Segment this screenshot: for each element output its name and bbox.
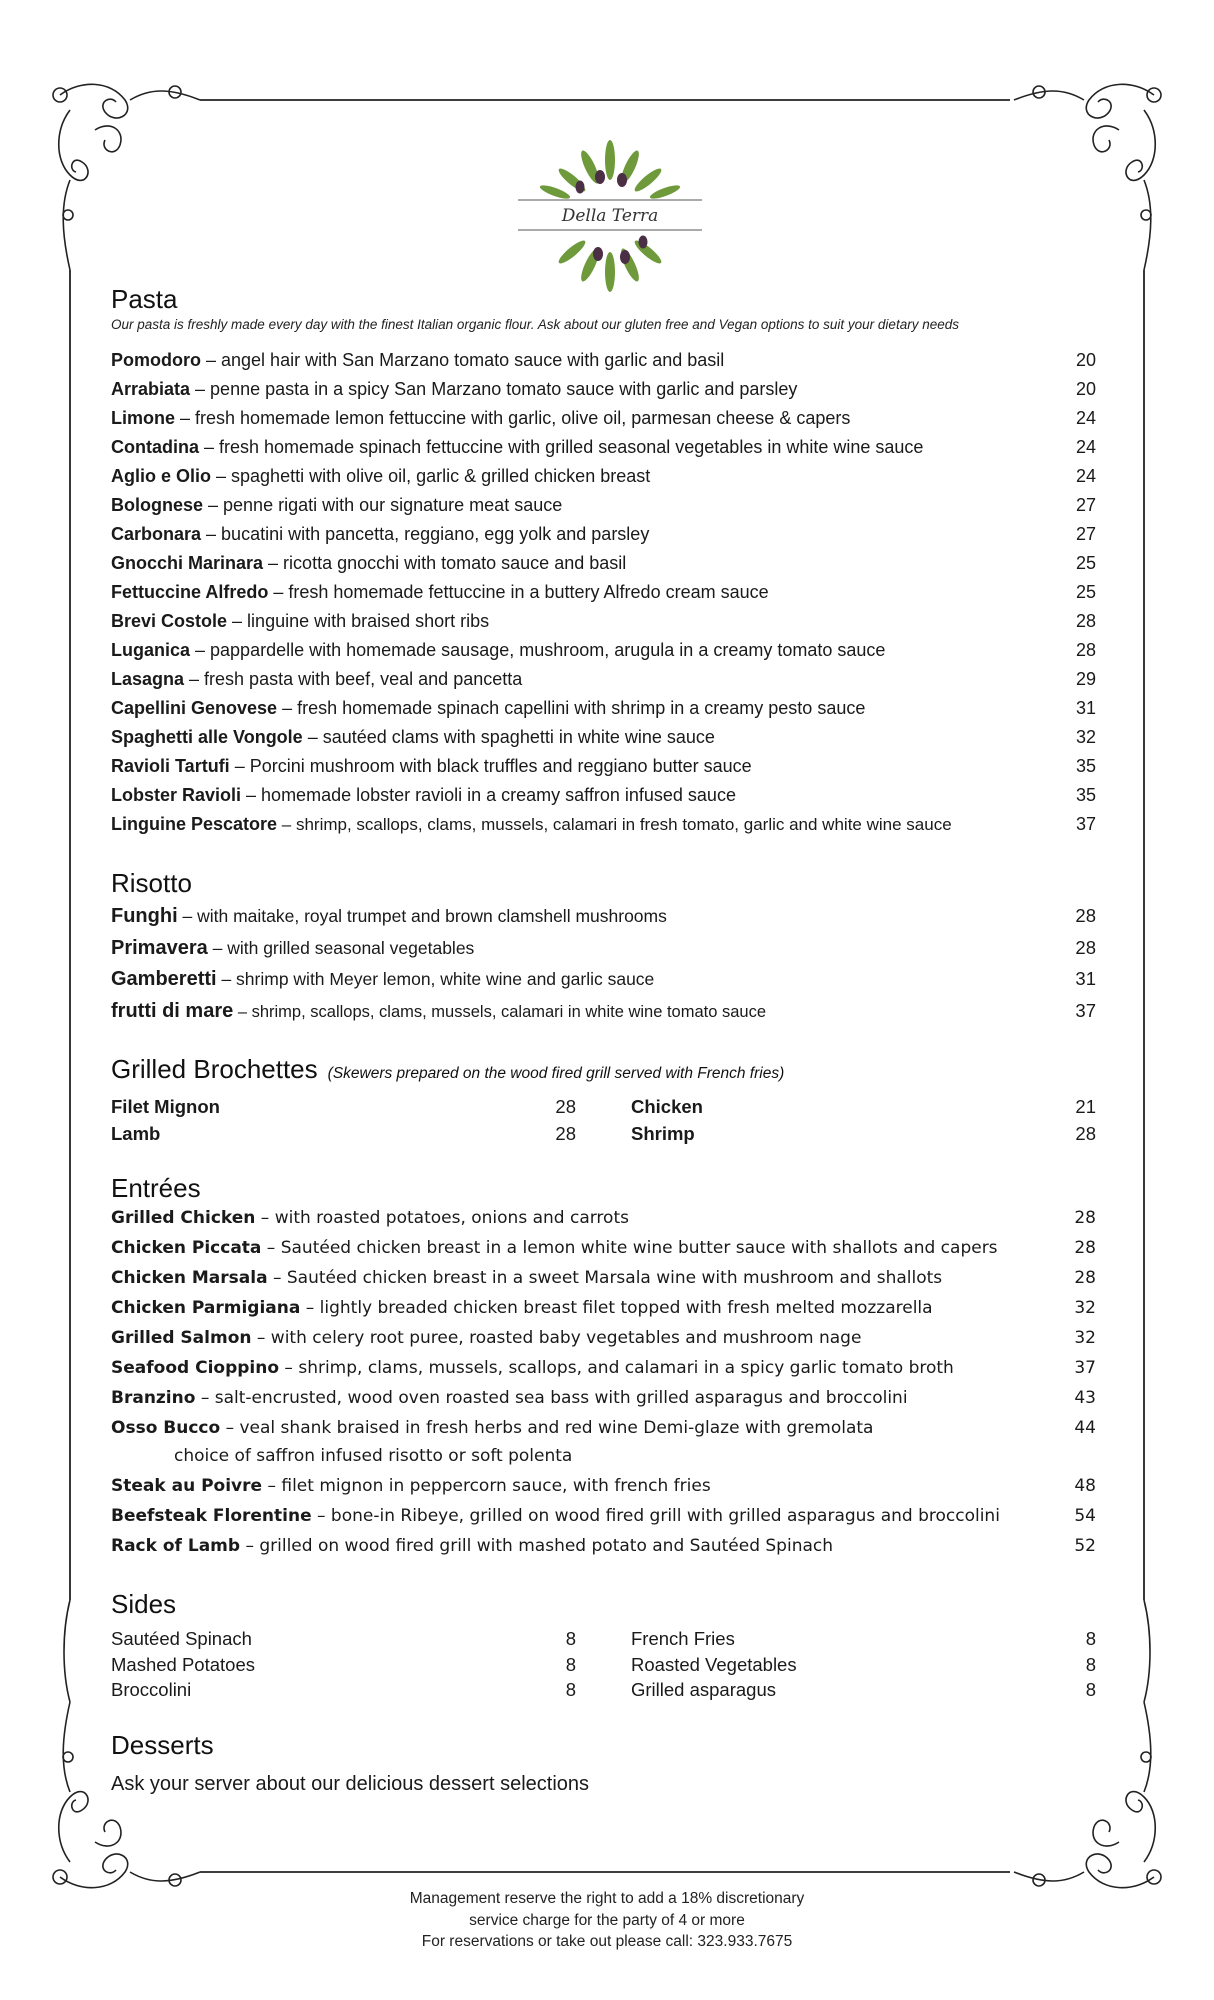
item-name: Limone (111, 408, 176, 428)
item-name: Chicken Piccata (111, 1238, 262, 1258)
menu-item (111, 379, 1096, 408)
entrees-title: Entrées (111, 1173, 201, 1203)
sides-left-column (111, 1628, 576, 1705)
item-name: French Fries (631, 1628, 735, 1649)
item-desc: – penne rigati with our signature meat sauce (203, 495, 563, 515)
item-name: Seafood Cioppino (111, 1358, 280, 1378)
item-name: Shrimp (631, 1123, 695, 1144)
item-name: Lasagna (111, 669, 185, 689)
item-name: Primavera (111, 936, 208, 959)
entrees-list (111, 1208, 1096, 1566)
item-desc: – linguine with braised short ribs (227, 611, 490, 631)
brochettes-title: Grilled Brochettes (111, 1054, 318, 1084)
item-name: Grilled Chicken (111, 1208, 256, 1228)
menu-item (111, 756, 1096, 785)
item-price: 27 (1075, 495, 1096, 515)
item-desc: – bone-in Ribeye, grilled on wood fired grill with grilled asparagus and broccolini (311, 1506, 1000, 1526)
item-price: 37 (1075, 999, 1096, 1021)
brochettes-section (111, 1053, 1096, 1150)
pasta-title: Pasta (111, 284, 178, 314)
item-price: 43 (1074, 1388, 1096, 1408)
item-name: Grilled Salmon (111, 1328, 252, 1348)
item-desc: – homemade lobster ravioli in a creamy saffron infused sauce (241, 785, 736, 805)
brochettes-header (111, 1053, 1096, 1090)
corner-ornament-top-left (53, 84, 200, 270)
sides-title: Sides (111, 1589, 177, 1619)
item-price: 32 (1075, 727, 1096, 747)
item-desc: – with roasted potatoes, onions and carrots (255, 1208, 629, 1228)
brochettes-right-column (631, 1096, 1096, 1150)
item-price: 28 (1075, 905, 1096, 926)
item-price: 31 (1075, 698, 1096, 718)
menu-item (111, 582, 1096, 611)
menu-item (631, 1679, 1096, 1705)
item-name: Chicken Parmigiana (111, 1298, 301, 1318)
item-price: 37 (1075, 814, 1096, 834)
item-name: Fettuccine Alfredo (111, 582, 269, 602)
risotto-list (111, 905, 1096, 1031)
brochettes-left-column (111, 1096, 576, 1150)
menu-item (111, 553, 1096, 582)
item-price: 25 (1075, 553, 1096, 573)
item-desc: – angel hair with San Marzano tomato sauce with garlic and basil (201, 350, 725, 370)
item-price: 28 (1075, 936, 1096, 958)
menu-item (631, 1628, 1096, 1654)
item-desc: – salt-encrusted, wood oven roasted sea bass with grilled asparagus and broccolini (195, 1388, 908, 1408)
item-price: 31 (1075, 968, 1096, 989)
menu-item (111, 495, 1096, 524)
menu-item (111, 1476, 1096, 1506)
item-price: 27 (1075, 524, 1096, 544)
item-desc: – with maitake, royal trumpet and brown clamshell mushrooms (177, 906, 667, 926)
item-price: 20 (1075, 379, 1096, 399)
pasta-list (111, 350, 1096, 843)
item-price: 28 (1075, 611, 1096, 631)
footer-note (0, 1888, 1214, 1953)
menu-item (111, 437, 1096, 466)
item-name: Chicken Marsala (111, 1268, 268, 1288)
item-price: 28 (1074, 1238, 1096, 1258)
item-desc: – Porcini mushroom with black truffles and reggiano butter sauce (229, 756, 752, 776)
item-price: 28 (1074, 1268, 1096, 1288)
item-name: Funghi (111, 905, 178, 927)
item-desc-continued: choice of saffron infused risotto or soft polenta (174, 1446, 573, 1466)
menu-item (111, 1096, 576, 1123)
item-name: Branzino (111, 1388, 196, 1408)
menu-item (631, 1123, 1096, 1150)
item-name: Grilled asparagus (631, 1679, 776, 1700)
menu-item (111, 350, 1096, 379)
menu-item (111, 814, 1096, 843)
item-desc: – fresh pasta with beef, veal and pancetta (184, 669, 523, 689)
item-desc: – fresh homemade fettuccine in a buttery Alfredo cream sauce (268, 582, 769, 602)
item-price: 48 (1074, 1476, 1096, 1496)
item-name: Aglio e Olio (111, 466, 212, 486)
item-name: Osso Bucco (111, 1418, 221, 1438)
item-name: Ravioli Tartufi (111, 756, 230, 776)
menu-item (111, 1238, 1096, 1268)
pasta-note: Our pasta is freshly made every day with the finest Italian organic flour. Ask about our gluten free and Vegan options to suit your dietary needs (111, 317, 959, 332)
menu-item (111, 524, 1096, 553)
menu-item (111, 785, 1096, 814)
item-name: Pomodoro (111, 350, 201, 370)
item-name: Steak au Poivre (111, 1476, 263, 1496)
entrees-section (111, 1172, 1096, 1566)
sides-right-column (631, 1628, 1096, 1705)
item-desc: – Sautéed chicken breast in a lemon white wine butter sauce with shallots and capers (261, 1238, 998, 1258)
item-price: 24 (1075, 466, 1096, 486)
item-name: Linguine Pescatore (111, 814, 278, 834)
brochettes-list (111, 1096, 1096, 1150)
item-desc: – shrimp, scallops, clams, mussels, calamari in fresh tomato, garlic and white wine sauce (277, 815, 952, 834)
desserts-title: Desserts (111, 1729, 214, 1760)
item-desc: – shrimp with Meyer lemon, white wine and garlic sauce (216, 969, 655, 989)
item-price: 28 (1075, 640, 1096, 660)
item-name: Broccolini (111, 1679, 192, 1700)
item-price: 8 (1085, 1653, 1096, 1675)
item-name: Lobster Ravioli (111, 785, 242, 805)
item-name: Lamb (111, 1123, 161, 1144)
item-price: 8 (565, 1679, 576, 1700)
menu-item (111, 1418, 1096, 1446)
item-name: Bolognese (111, 495, 204, 515)
brochettes-subtitle: (Skewers prepared on the wood fired grill served with French fries) (327, 1065, 785, 1082)
item-name: Rack of Lamb (111, 1536, 241, 1556)
item-desc: – with celery root puree, roasted baby vegetables and mushroom nage (251, 1328, 862, 1348)
item-price: 32 (1074, 1298, 1096, 1318)
item-desc: – ricotta gnocchi with tomato sauce and basil (263, 553, 627, 573)
menu-item (111, 408, 1096, 437)
item-name: Gnocchi Marinara (111, 553, 264, 573)
menu-item (111, 640, 1096, 669)
menu-item (111, 698, 1096, 727)
logo-text: Della Terra (561, 206, 659, 226)
menu-item (111, 727, 1096, 756)
menu-item (111, 1123, 576, 1150)
menu-item (111, 1628, 576, 1654)
sides-list (111, 1628, 1096, 1705)
item-desc: – penne pasta in a spicy San Marzano tomato sauce with garlic and parsley (190, 379, 798, 399)
item-desc: – shrimp, clams, mussels, scallops, and calamari in a spicy garlic tomato broth (279, 1358, 954, 1378)
item-desc: – filet mignon in peppercorn sauce, with french fries (262, 1476, 711, 1496)
item-price: 35 (1075, 785, 1096, 805)
item-desc: – fresh homemade spinach capellini with shrimp in a creamy pesto sauce (277, 698, 866, 718)
item-desc: – grilled on wood fired grill with mashed potato and Sautéed Spinach (240, 1536, 834, 1556)
della-terra-logo (510, 132, 710, 302)
item-name: Roasted Vegetables (631, 1653, 797, 1675)
footer-line: service charge for the party of 4 or more (469, 1911, 745, 1929)
menu-item (111, 1000, 1096, 1032)
item-desc: – pappardelle with homemade sausage, mushroom, arugula in a creamy tomato sauce (190, 640, 886, 660)
footer-line: For reservations or take out please call: 323.933.7675 (421, 1933, 793, 1950)
item-price: 52 (1074, 1536, 1096, 1556)
item-price: 8 (565, 1653, 576, 1675)
menu-item (111, 1506, 1096, 1536)
menu-item (111, 905, 1096, 937)
desserts-text: Ask your server about our delicious dessert selections (111, 1772, 590, 1795)
item-name: Filet Mignon (111, 1096, 220, 1117)
menu-item (111, 611, 1096, 640)
item-desc: – lightly breaded chicken breast filet topped with fresh melted mozzarella (300, 1298, 933, 1318)
menu-item (111, 1654, 576, 1680)
item-desc: – fresh homemade spinach fettuccine with grilled seasonal vegetables in white wine sauce (199, 437, 924, 457)
item-price: 8 (1085, 1679, 1096, 1700)
menu-item (111, 1679, 576, 1705)
menu-item (111, 1536, 1096, 1566)
menu-item (111, 1328, 1096, 1358)
item-price: 25 (1075, 582, 1096, 602)
item-price: 8 (1085, 1628, 1096, 1649)
menu-item (631, 1654, 1096, 1680)
item-price: 28 (555, 1123, 576, 1144)
pasta-section (111, 283, 1096, 843)
menu-item (111, 466, 1096, 495)
risotto-title: Risotto (111, 868, 192, 898)
menu-item (111, 1208, 1096, 1238)
menu-item (111, 669, 1096, 698)
item-price: 35 (1075, 756, 1096, 776)
item-name: frutti di mare (111, 999, 234, 1022)
item-desc: – veal shank braised in fresh herbs and red wine Demi-glaze with gremolata (220, 1418, 874, 1438)
item-name: Spaghetti alle Vongole (111, 727, 303, 747)
corner-ornament-top-right (1014, 84, 1161, 270)
item-price: 32 (1074, 1328, 1096, 1348)
item-price: 8 (565, 1628, 576, 1649)
item-price: 20 (1075, 350, 1096, 370)
item-name: Capellini Genovese (111, 698, 278, 718)
footer-line: Management reserve the right to add a 18% discretionary (409, 1890, 805, 1907)
item-price: 21 (1075, 1096, 1096, 1117)
item-price: 37 (1074, 1358, 1096, 1378)
item-price: 28 (1075, 1123, 1096, 1144)
item-name: Sautéed Spinach (111, 1628, 252, 1649)
menu-item (111, 1388, 1096, 1418)
item-desc: – fresh homemade lemon fettuccine with garlic, olive oil, parmesan cheese & capers (175, 408, 851, 428)
menu-content (111, 283, 1096, 1796)
sides-section (111, 1588, 1096, 1705)
item-desc: – spaghetti with olive oil, garlic & grilled chicken breast (211, 466, 651, 486)
item-desc: – sautéed clams with spaghetti in white wine sauce (302, 727, 715, 747)
item-price: 28 (1074, 1208, 1096, 1228)
menu-item (111, 1268, 1096, 1298)
menu-item (631, 1096, 1096, 1123)
item-name: Beefsteak Florentine (111, 1506, 312, 1526)
item-name: Luganica (111, 640, 191, 660)
menu-item (111, 968, 1096, 1000)
menu-item (111, 1298, 1096, 1328)
item-desc: – shrimp, scallops, clams, mussels, calamari in white wine tomato sauce (233, 1002, 767, 1021)
item-name: Gamberetti (111, 968, 217, 990)
menu-item (111, 1358, 1096, 1388)
item-price: 44 (1074, 1418, 1096, 1438)
item-price: 29 (1075, 669, 1096, 689)
item-price: 28 (555, 1096, 576, 1117)
item-desc: – Sautéed chicken breast in a sweet Marsala wine with mushroom and shallots (267, 1268, 943, 1288)
risotto-section (111, 867, 1096, 1031)
menu-item (111, 937, 1096, 969)
item-name: Arrabiata (111, 379, 191, 399)
item-name: Contadina (111, 437, 199, 457)
item-price: 54 (1074, 1506, 1096, 1526)
item-name: Brevi Costole (111, 611, 228, 631)
item-desc: – with grilled seasonal vegetables (207, 937, 475, 958)
item-price: 24 (1075, 437, 1096, 457)
item-name: Carbonara (111, 524, 202, 544)
item-price: 24 (1075, 408, 1096, 428)
item-name: Chicken (631, 1096, 703, 1117)
item-name: Mashed Potatoes (111, 1653, 255, 1675)
desserts-section (111, 1729, 1096, 1796)
item-desc: – bucatini with pancetta, reggiano, egg yolk and parsley (201, 524, 650, 544)
